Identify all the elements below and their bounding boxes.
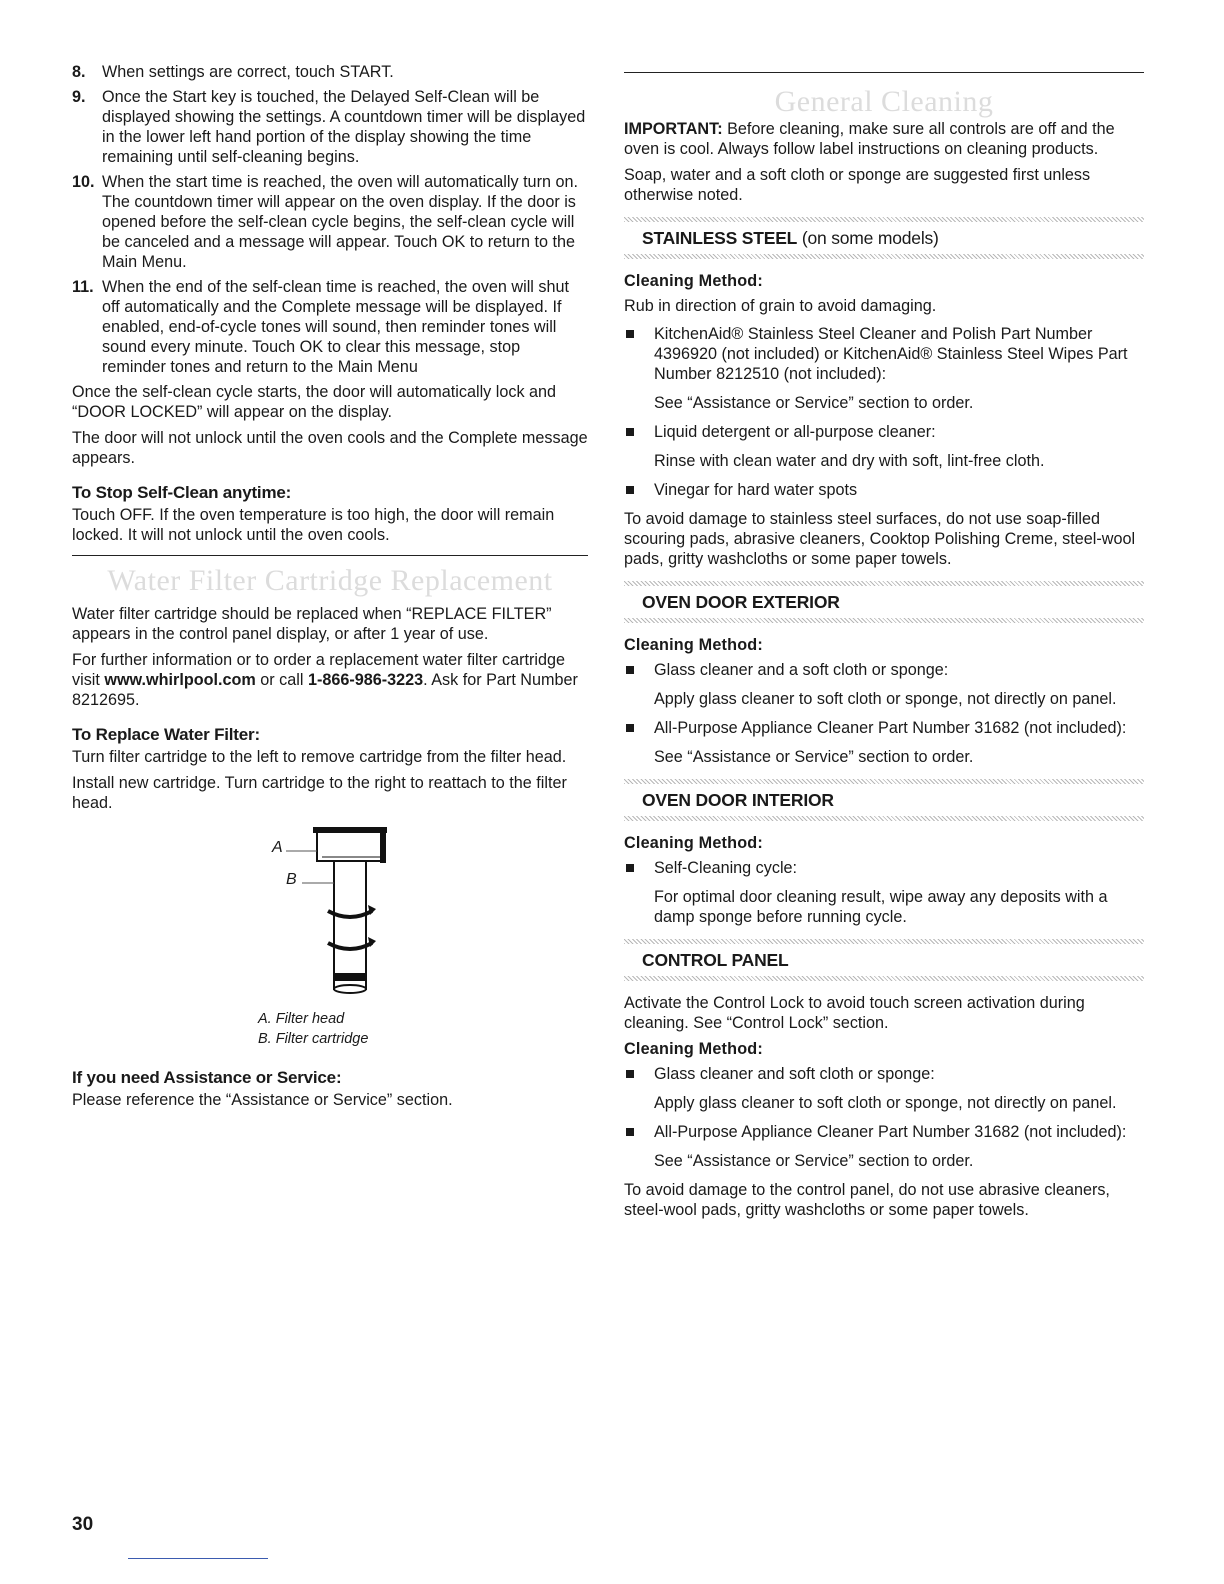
door-exterior-bullets (624, 660, 1144, 767)
caption-filter-cartridge: B. Filter cartridge (258, 1031, 369, 1047)
filter-cartridge-illustration (72, 823, 588, 1003)
figure-label-a: A (272, 839, 283, 856)
control-panel-heading: CONTROL PANEL (642, 950, 789, 970)
assistance-heading: If you need Assistance or Service: (72, 1068, 342, 1087)
cleaning-method-label: Cleaning Method: (624, 272, 763, 290)
list-item: Glass cleaner and soft cloth or sponge: Apply glass cleaner to soft cloth or sponge, not directly on panel. (624, 1064, 1144, 1113)
list-item: KitchenAid® Stainless Steel Cleaner and Polish Part Number 4396920 (not included) or KitchenAid® Stainless Steel Wipes Part Number 8212510 (not included): See “Assistance or Service” section to order. (624, 324, 1144, 413)
oven-door-interior-heading: OVEN DOOR INTERIOR (642, 790, 834, 810)
important-paragraph: IMPORTANT: Before cleaning, make sure all controls are off and the oven is cool. Always follow label instructions on cleaning products. (624, 120, 1115, 158)
section-divider (72, 555, 588, 556)
filter-replace-paragraph: Water filter cartridge should be replaced when “REPLACE FILTER” appears in the control panel display, or after 1 year of use. (72, 605, 552, 643)
oven-door-interior-band (624, 779, 1144, 821)
stainless-steel-heading: STAINLESS STEEL (on some models) (642, 228, 939, 248)
assistance-text: Please reference the “Assistance or Service” section. (72, 1091, 453, 1109)
replace-filter-step-1: Turn filter cartridge to the left to remove cartridge from the filter head. (72, 748, 567, 766)
list-item: Self-Cleaning cycle: For optimal door cleaning result, wipe away any deposits with a damp sponge before running cycle. (624, 858, 1144, 927)
door-unlock-paragraph: The door will not unlock until the oven cools and the Complete message appears. (72, 429, 588, 467)
section-divider (624, 72, 1144, 73)
stop-self-clean-text: Touch OFF. If the oven temperature is too high, the door will remain locked. It will not unlock until the oven cools. (72, 506, 555, 544)
whirlpool-link[interactable]: www.whirlpool.com (104, 671, 256, 689)
list-item: Glass cleaner and a soft cloth or sponge: Apply glass cleaner to soft cloth or sponge, not directly on panel. (624, 660, 1144, 709)
list-item: Liquid detergent or all-purpose cleaner: Rinse with clean water and dry with soft, lint-free cloth. (624, 422, 1144, 471)
door-lock-paragraph: Once the self-clean cycle starts, the door will automatically lock and “DOOR LOCKED” will appear on the display. (72, 383, 557, 421)
step-item: 10. When the start time is reached, the oven will automatically turn on. The countdown timer will appear on the oven display. If the door is opened before the self-clean cycle begins, the self-clean cycle will be canceled and a message will appear. Touch OK to return to the Main Menu. (72, 173, 578, 271)
page-number: 30 (72, 1514, 94, 1535)
step-item: 11. When the end of the self-clean time is reached, the oven will shut off automatically and the Complete message will be displayed. If enabled, end-of-cycle tones will sound, then reminder tones will sound every minute. Touch OK to clear this message, stop reminder tones and return to the Main Menu (72, 278, 569, 376)
cleaning-method-label: Cleaning Method: (624, 1040, 763, 1058)
step-item: 9. Once the Start key is touched, the Delayed Self-Clean will be displayed showing the settings. A countdown timer will be displayed in the lower left hand portion of the display showing the time remaining until self-cleaning begins. (72, 88, 586, 166)
replace-filter-heading: To Replace Water Filter: (72, 725, 260, 744)
door-interior-bullets (624, 858, 1144, 927)
stainless-bullets (624, 324, 1144, 500)
list-item: All-Purpose Appliance Cleaner Part Number 31682 (not included): See “Assistance or Service” section to order. (624, 1122, 1144, 1171)
stainless-warning: To avoid damage to stainless steel surfaces, do not use soap-filled scouring pads, abrasive cleaners, Cooktop Polishing Creme, steel-wool pads, gritty washcloths or some paper towels. (624, 510, 1136, 568)
phone-number: 1-866-986-3223 (307, 671, 424, 689)
cleaning-method-label: Cleaning Method: (624, 636, 763, 654)
oven-door-exterior-heading: OVEN DOOR EXTERIOR (642, 592, 840, 612)
figure-label-b: B (286, 871, 297, 888)
self-clean-steps (72, 62, 588, 377)
oven-door-exterior-band (624, 581, 1144, 623)
step-item: 8. When settings are correct, touch START. (72, 63, 394, 81)
control-panel-intro: Activate the Control Lock to avoid touch screen activation during cleaning. See “Control Lock” section. (624, 994, 1085, 1032)
stop-self-clean-heading: To Stop Self-Clean anytime: (72, 483, 292, 502)
right-column (624, 72, 1144, 1226)
control-panel-warning: To avoid damage to the control panel, do not use abrasive cleaners, steel-wool pads, gritty washcloths or some paper towels. (624, 1181, 1110, 1219)
stainless-intro: Rub in direction of grain to avoid damaging. (624, 297, 937, 315)
left-column (72, 62, 588, 1116)
caption-filter-head: A. Filter head (258, 1011, 345, 1027)
soap-paragraph: Soap, water and a soft cloth or sponge are suggested first unless otherwise noted. (624, 166, 1091, 204)
filter-figure (72, 823, 588, 1053)
list-item: All-Purpose Appliance Cleaner Part Number 31682 (not included): See “Assistance or Service” section to order. (624, 718, 1144, 767)
replace-filter-step-2: Install new cartridge. Turn cartridge to the right to reattach to the filter head. (72, 774, 567, 812)
control-panel-bullets (624, 1064, 1144, 1171)
cleaning-method-label: Cleaning Method: (624, 834, 763, 852)
general-cleaning-title: General Cleaning (774, 85, 994, 118)
water-filter-title: Water Filter Cartridge Replacement (107, 564, 553, 597)
list-item: Vinegar for hard water spots (624, 480, 1144, 500)
control-panel-band (624, 939, 1144, 981)
footer-rule (128, 1558, 268, 1559)
stainless-steel-band (624, 217, 1144, 259)
filter-info-paragraph: For further information or to order a replacement water filter cartridge visit www.whirlpool.com or call 1-866-986-3223. Ask for Part Number 8212695. (72, 651, 578, 709)
